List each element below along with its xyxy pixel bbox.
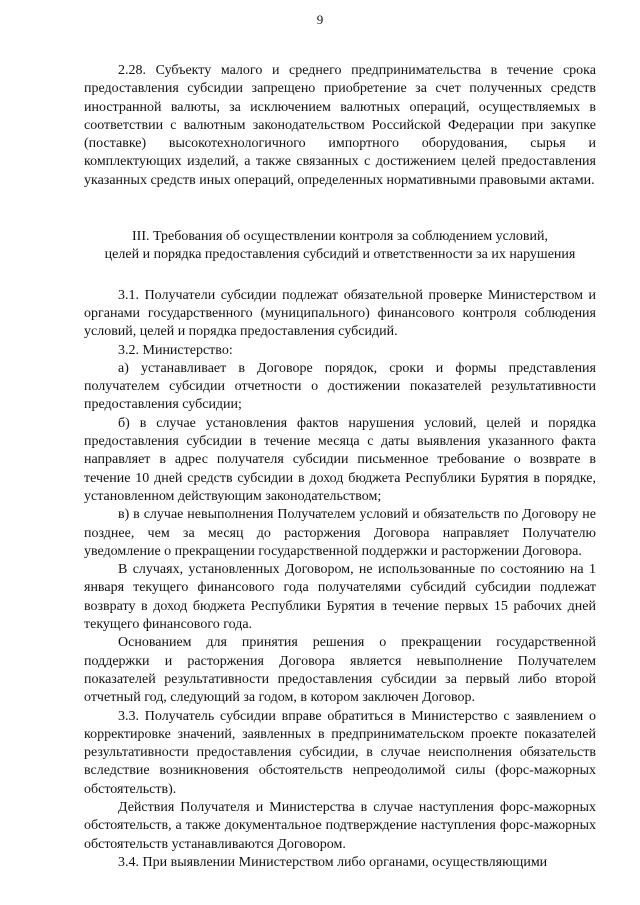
page-number: 9 (316, 12, 324, 27)
paragraph-3-2-v: в) в случае невыполнения Получателем условий и обязательств по Договору не позднее, чем за месяц до расторжения Договора направляет Получателю уведомление о прекращении государственной поддержки и расторжении Договора. (84, 507, 596, 559)
paragraph-2-28: 2.28. Субъекту малого и среднего предпринимательства в течение срока предоставления субсидии запрещено приобретение за счет полученных средств иностранной валюты, за исключением валютных операций, осуществляемых в соответствии с валютным законодательством Российской Федерации при закупке (поставке) высокотехнологичного импортного оборудования, сырья и комплектующих изделий, а также связанных с достижением целей предоставления указанных средств иных операций, определенных нормативными правовыми актами. (84, 63, 596, 188)
paragraph-unused-funds: В случаях, установленных Договором, не использованные по состоянию на 1 января текущего финансового года получателями субсидий субсидии подлежат возврату в доход бюджета Республики Бурятия в течение первых 15 рабочих дней текущего финансового года. (84, 562, 596, 633)
section-heading-line-2: целей и порядка предоставления субсидий и ответственности за их нарушения (104, 247, 576, 263)
paragraph-termination-grounds: Основанием для принятия решения о прекращении государственной поддержки и расторжения Договора является невыполнение Получателем показателей результативности предоставления субсидии за первый либо второй отчетный год, следующий за годом, в котором заключен Договор. (84, 635, 596, 706)
paragraph-3-1: 3.1. Получатели субсидии подлежат обязательной проверке Министерством и органами государственного (муниципального) финансового контроля соблюдения условий, целей и порядка предоставления субсидий. (84, 287, 596, 340)
section-heading-line-1: III. Требования об осуществлении контроля за соблюдением условий, (132, 229, 548, 245)
paragraph-3-4: 3.4. При выявлении Министерством либо органами, осуществляющими (118, 854, 548, 870)
paragraph-force-majeure: Действия Получателя и Министерства в случае наступления форс-мажорных обстоятельств, а также документальное подтверждение наступления форс-мажорных обстоятельств устанавливаются Договором. (84, 799, 596, 852)
document-body (84, 62, 596, 872)
section-heading (84, 228, 596, 265)
paragraph-3-2-a: а) устанавливает в Договоре порядок, сроки и формы представления получателем субсидии отчетности о достижении показателей результативности предоставления субсидии; (84, 360, 596, 413)
paragraph-3-2-b: б) в случае установления фактов нарушения условий, целей и порядка предоставления субсидии в течение месяца с даты выявления указанного факта направляет в адрес получателя субсидии письменное требование о возврате в течение 10 дней средств субсидии в доход бюджета Республики Бурятия в порядке, установленном действующим законодательством; (84, 415, 596, 504)
paragraph-3-2: 3.2. Министерство: (118, 342, 233, 358)
paragraph-3-3: 3.3. Получатель субсидии вправе обратиться в Министерство с заявлением о корректировке значений, заявленных в предпринимательском проекте показателей результативности предоставления субсидии, в случае неисполнения обязательств вследствие возникновения обстоятельств непреодолимой силы (форс-мажорных обстоятельств). (84, 708, 596, 797)
